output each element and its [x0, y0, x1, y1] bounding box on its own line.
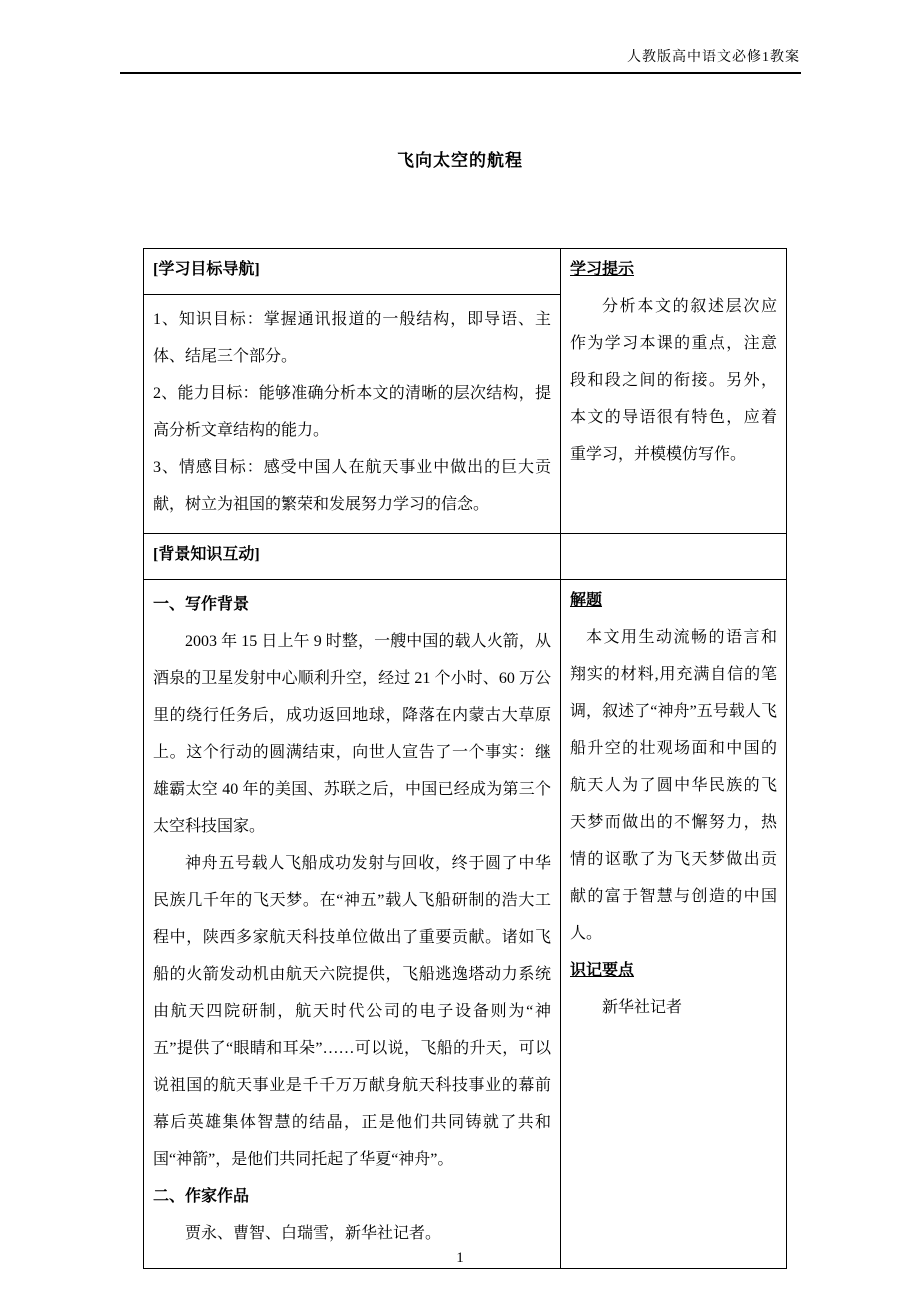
goals-cell [144, 295, 561, 534]
page-number: 1 [456, 1250, 464, 1266]
side-notes-cell [561, 580, 787, 1269]
table-row [144, 580, 787, 1269]
background-header-cell [144, 534, 561, 580]
document-header: 人教版高中语文必修1教案 [627, 50, 800, 65]
section1-title: 一、写作背景 [153, 596, 250, 613]
jieti-header: 解题 [570, 592, 603, 609]
table-row [144, 249, 787, 295]
table-row [144, 534, 787, 580]
goal-item-knowledge: 1、知识目标：掌握通讯报道的一般结构，即导语、主体、结尾三个部分。 [153, 311, 551, 365]
goal-item-ability: 2、能力目标：能够准确分析本文的清晰的层次结构，提高分析文章结构的能力。 [153, 385, 551, 439]
main-content-cell [144, 580, 561, 1269]
section2-title: 二、作家作品 [153, 1188, 250, 1205]
shiji-header: 识记要点 [570, 962, 635, 979]
shiji-text: 新华社记者 [602, 999, 683, 1016]
header-rule [120, 72, 801, 74]
tips-text: 分析本文的叙述层次应作为学习本课的重点，注意段和段之间的衔接。另外，本文的导语很有特色，应着重学习，并模模仿写作。 [570, 298, 777, 463]
goal-item-emotion: 3、情感目标：感受中国人在航天事业中做出的巨大贡献，树立为祖国的繁荣和发展努力学习的信念。 [153, 459, 551, 513]
section1-paragraph-2: 神舟五号载人飞船成功发射与回收，终于圆了中华民族几千年的飞天梦。在“神五”载人飞船研制的浩大工程中，陕西多家航天科技单位做出了重要贡献。诸如飞船的火箭发动机由航天六院提供，飞船逃逸塔动力系统由航天四院研制，航天时代公司的电子设备则为“神五”提供了“眼睛和耳朵”……可以说，飞船的升天，可以说祖国的航天事业是千千万万献身航天科技事业的幕前幕后英雄集体智慧的结晶，正是他们共同铸就了共和国“神箭”，是他们共同托起了华夏“神舟”。 [153, 855, 551, 1168]
goals-header-cell [144, 249, 561, 295]
tips-header: 学习提示 [570, 261, 635, 278]
background-header: [背景知识互动] [153, 546, 260, 563]
section1-paragraph-1: 2003 年 15 日上午 9 时整，一艘中国的载人火箭，从酒泉的卫星发射中心顺利升空，经过 21 个小时、60 万公里的绕行任务后，成功返回地球，降落在内蒙古大草原上。这个行动的圆满结束，向世人宣告了一个事实：继雄霸太空 40 年的美国、苏联之后，中国已经成为第三个太空科技国家。 [153, 633, 551, 835]
section2-paragraph: 贾永、曹智、白瑞雪，新华社记者。 [185, 1225, 442, 1242]
tips-cell [561, 249, 787, 534]
empty-cell [561, 534, 787, 580]
jieti-text: 本文用生动流畅的语言和翔实的材料,用充满自信的笔调，叙述了“神舟”五号载人飞船升空的壮观场面和中国的航天人为了圆中华民族的飞天梦而做出的不懈努力，热情的讴歌了为飞天梦做出贡献的富于智慧与创造的中国人。 [570, 629, 777, 942]
goals-header: [学习目标导航] [153, 261, 260, 278]
content-table [143, 248, 787, 1269]
page-title: 飞向太空的航程 [397, 151, 523, 170]
